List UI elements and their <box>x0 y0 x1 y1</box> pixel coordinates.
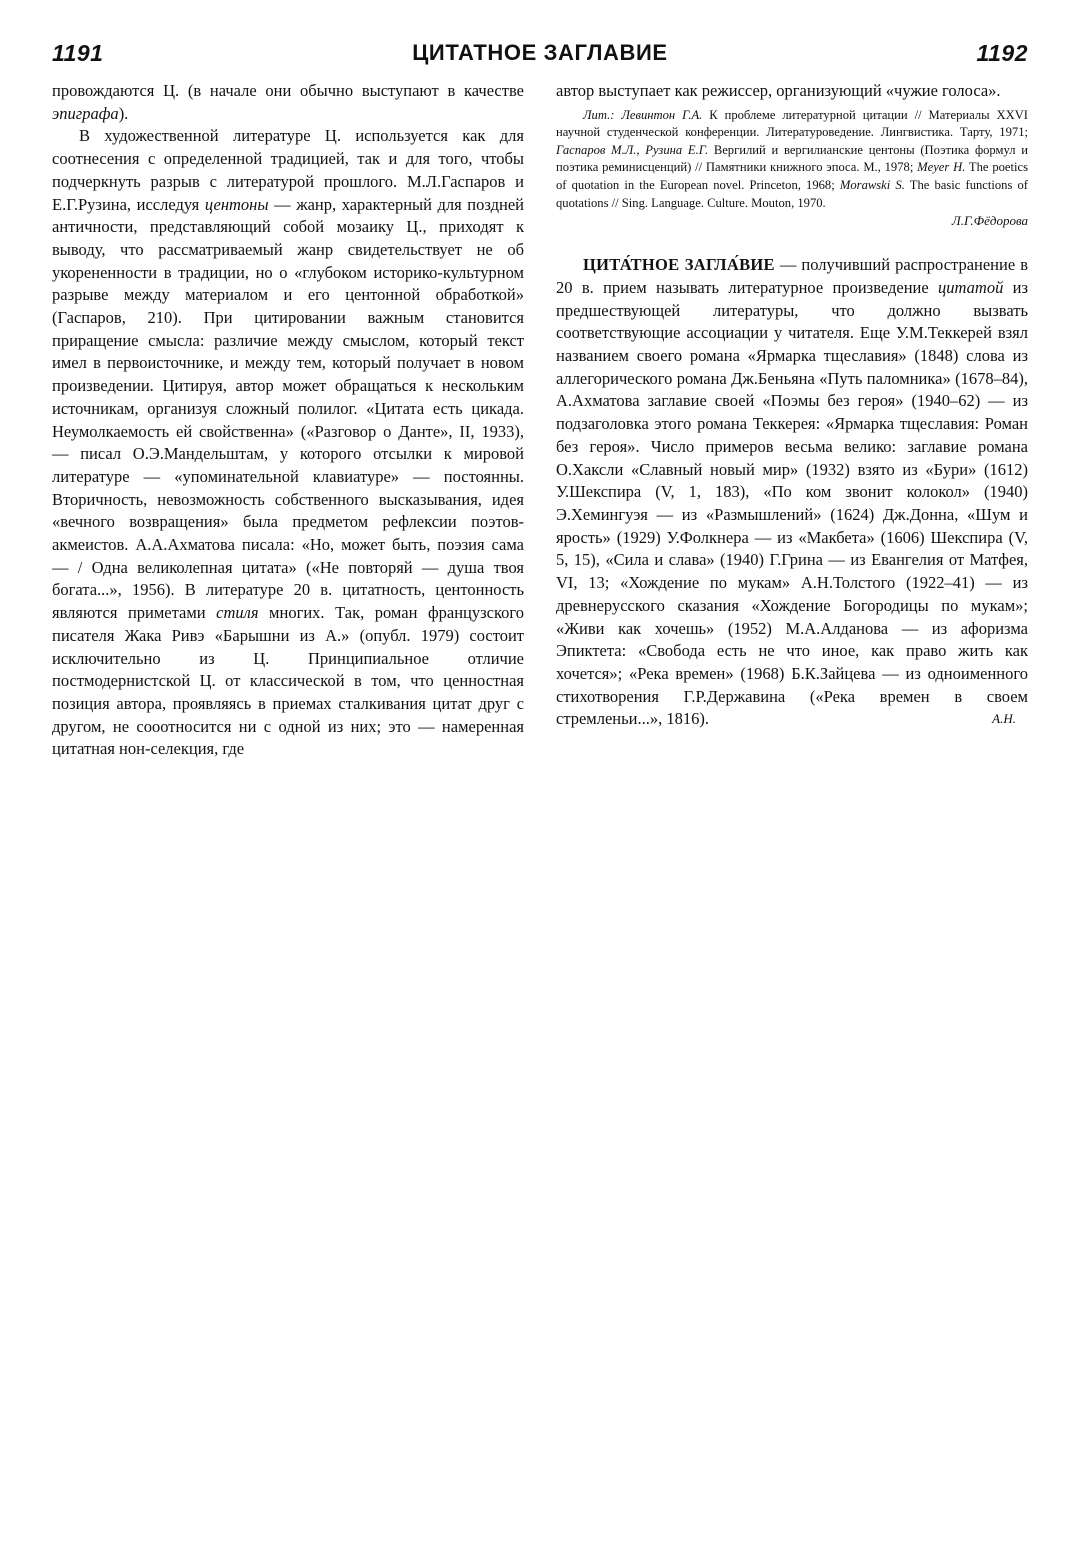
entry-heading: ЦИТА́ТНОЕ ЗАГЛА́ВИЕ <box>583 255 775 275</box>
page-number-right: 1192 <box>976 40 1028 66</box>
dictionary-entry: ЦИТА́ТНОЕ ЗАГЛА́ВИЕ — получивший распространение в 20 в. прием называть литературное произведение цитатой из предшествующей литературы, что должно вызвать соответствующие ассоциации у читателя. Еще У.М.Теккерей взял названием своего романа «Ярмарка тщеславия» (1848) слова из аллегорического романа Дж.Беньяна «Путь паломника» (1678–84), А.Ахматова заглавие своей «Поэмы без героя» (1940–62) — из подзаголовка этого романа Теккерея: «Ярмарка тщеславия: Роман без героя». Число примеров весьма велико: заглавие романа О.Хаксли «Славный новый мир» (1932) взято из «Бури» (1612) У.Шекспира (V, 1, 183), «По ком звонит колокол» (1940) Э.Хемингуэя — из «Размышлений» (1624) Дж.Донна, «Шум и ярость» (1929) У.Фолкнера — из «Макбета» (1606) Шекспира (V, 5, 15), «Сила и слава» (1940) Г.Грина — из Евангелия от Матфея, VI, 13; «Хождение по мукам» А.Н.Толстого (1922–41) — из древнерусского сказания «Хождение Богородицы по мукам»; «Живи как хочешь» (1952) М.А.Алданова — из афоризма Эпиктета: «Свобода есть не что иное, как право жить как хочется»; «Река времен» (1968) Б.К.Зайцева — из одноименного стихотворения Г.Р.Державина («Река времен в своем стремленьи...», 1816). А.Н. <box>556 254 1028 731</box>
paragraph-continuation: провождаются Ц. (в начале они обычно выступают в качестве эпиграфа). <box>52 81 524 123</box>
left-column <box>52 80 524 761</box>
page-number-left: 1191 <box>52 40 104 66</box>
paragraph-main: В художественной литературе Ц. используется как для соотнесения с определенной традицией, так и для того, чтобы подчеркнуть разрыв с литературой прошлого. М.Л.Гаспаров и Е.Г.Рузина, исследуя центоны — жанр, характерный для поздней античности, представляющий собой мозаику Ц., приходят к выводу, что рассматриваемый жанр свидетельствует не об укорененности в традиции, но о «глубоком историко-культурном разрыве между материалом и его центонной обработкой» (Гаспаров, 210). При цитировании важным становится приращение смысла: различие между смыслом, который текст имел в первоисточнике, и между тем, который получает в новом произведении. Цитируя, автор может обращаться к нескольким источникам, организуя сложный полилог. «Цитата есть цикада. Неумолкаемость ей свойственна» («Разговор о Данте», II, 1933), — писал О.Э.Мандельштам, у которого отсылки к мировой литературе — «упоминательной клавиатуре» — постоянны. Вторичность, невозможность собственного высказывания, идея «вечного возвращения» была предметом рефлексии поэтов-акмеистов. А.А.Ахматова писала: «Но, может быть, поэзия сама — / Одна великолепная цитата» («Не повторяй — душа твоя богата...», 1956). В литературе 20 в. цитатность, центонность являются приметами стиля многих. Так, роман французского писателя Жака Ривэ «Барышни из А.» (опубл. 1979) состоит исключительно из Ц. Принципиальное отличие постмодернистской Ц. от классической в том, что ценностная позиция автора, проявляясь в приемах сталкивания цитат друг с другом, не сооотносится ни с одной из них; это — намеренная цитатная нон-селекция, где <box>52 126 524 759</box>
page-header <box>52 40 1028 70</box>
right-column <box>556 80 1028 731</box>
link-term-quote: цитатой <box>938 277 1004 297</box>
link-term-style: стиля <box>216 603 259 623</box>
paragraph-continuation-right: автор выступает как режиссер, организующий «чужие голоса». <box>556 81 1001 100</box>
entry-author: А.Н. <box>992 711 1016 727</box>
link-term-epigraph: эпиграфа <box>52 103 119 123</box>
literature-list: Лит.: Левинтон Г.А. К проблеме литературной цитации // Материалы XXVI научной студенческой конференции. Литературоведение. Лингвистика. Тарту, 1971; Гаспаров М.Л., Рузина Е.Г. Вергилий и вергилианские центоны (Поэтика формул и поэтика реминисценций) // Памятники книжного эпоса. М., 1978; Meyer H. The poetics of quotation in the European novel. Princeton, 1968; Morawski S. The basic functions of quotations // Sing. Language. Culture. Mouton, 1970. <box>556 107 1029 210</box>
link-term-centons: центоны <box>204 194 269 214</box>
running-title: ЦИТАТНОЕ ЗАГЛАВИЕ <box>412 40 668 65</box>
author-signature: Л.Г.Фёдорова <box>951 213 1028 229</box>
